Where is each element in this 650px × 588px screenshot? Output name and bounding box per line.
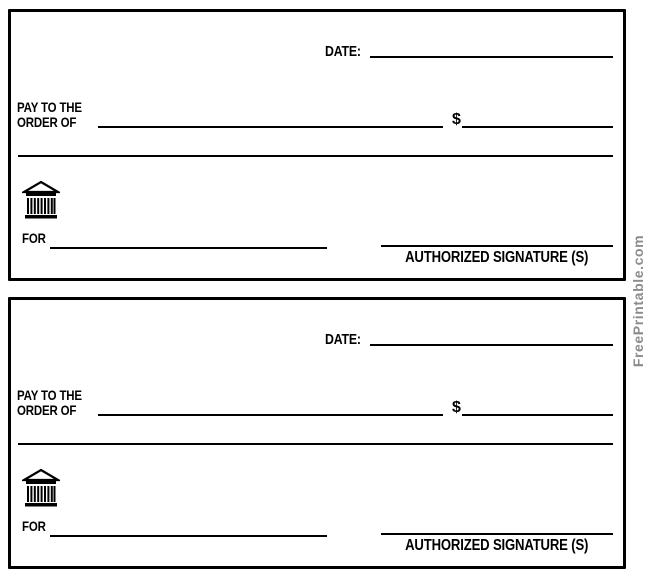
date-label: DATE: xyxy=(325,43,361,60)
memo-line[interactable] xyxy=(50,519,327,537)
bank-building-icon xyxy=(22,468,60,508)
authorized-signature-label: AUTHORIZED SIGNATURE (S) xyxy=(405,537,589,554)
watermark-text: FreePrintable.com xyxy=(630,234,646,368)
signature-line[interactable] xyxy=(381,229,613,247)
payee-label xyxy=(17,388,96,418)
check-bottom xyxy=(8,297,626,569)
payee-label-line2: ORDER OF xyxy=(17,114,77,130)
payee-line[interactable] xyxy=(98,398,443,416)
memo-label: FOR xyxy=(22,518,46,534)
authorized-signature-caption xyxy=(381,537,613,555)
payee-label-line1: PAY TO THE xyxy=(17,387,82,403)
date-label: DATE: xyxy=(325,331,361,348)
signature-line[interactable] xyxy=(381,517,613,535)
amount-line[interactable] xyxy=(462,398,613,416)
dollar-sign-label: $ xyxy=(452,399,461,416)
payee-label-line2: ORDER OF xyxy=(17,402,77,418)
authorized-signature-caption xyxy=(381,249,613,267)
date-line[interactable] xyxy=(370,328,613,346)
memo-line[interactable] xyxy=(50,231,327,249)
amount-words-line[interactable] xyxy=(18,139,613,157)
date-line[interactable] xyxy=(370,40,613,58)
amount-words-line[interactable] xyxy=(18,427,613,445)
payee-label xyxy=(17,100,96,130)
authorized-signature-label: AUTHORIZED SIGNATURE (S) xyxy=(405,249,589,266)
amount-line[interactable] xyxy=(462,110,613,128)
bank-building-icon xyxy=(22,180,60,220)
memo-label: FOR xyxy=(22,230,46,246)
dollar-sign-label: $ xyxy=(452,111,461,128)
check-top xyxy=(8,9,626,281)
payee-label-line1: PAY TO THE xyxy=(17,99,82,115)
payee-line[interactable] xyxy=(98,110,443,128)
